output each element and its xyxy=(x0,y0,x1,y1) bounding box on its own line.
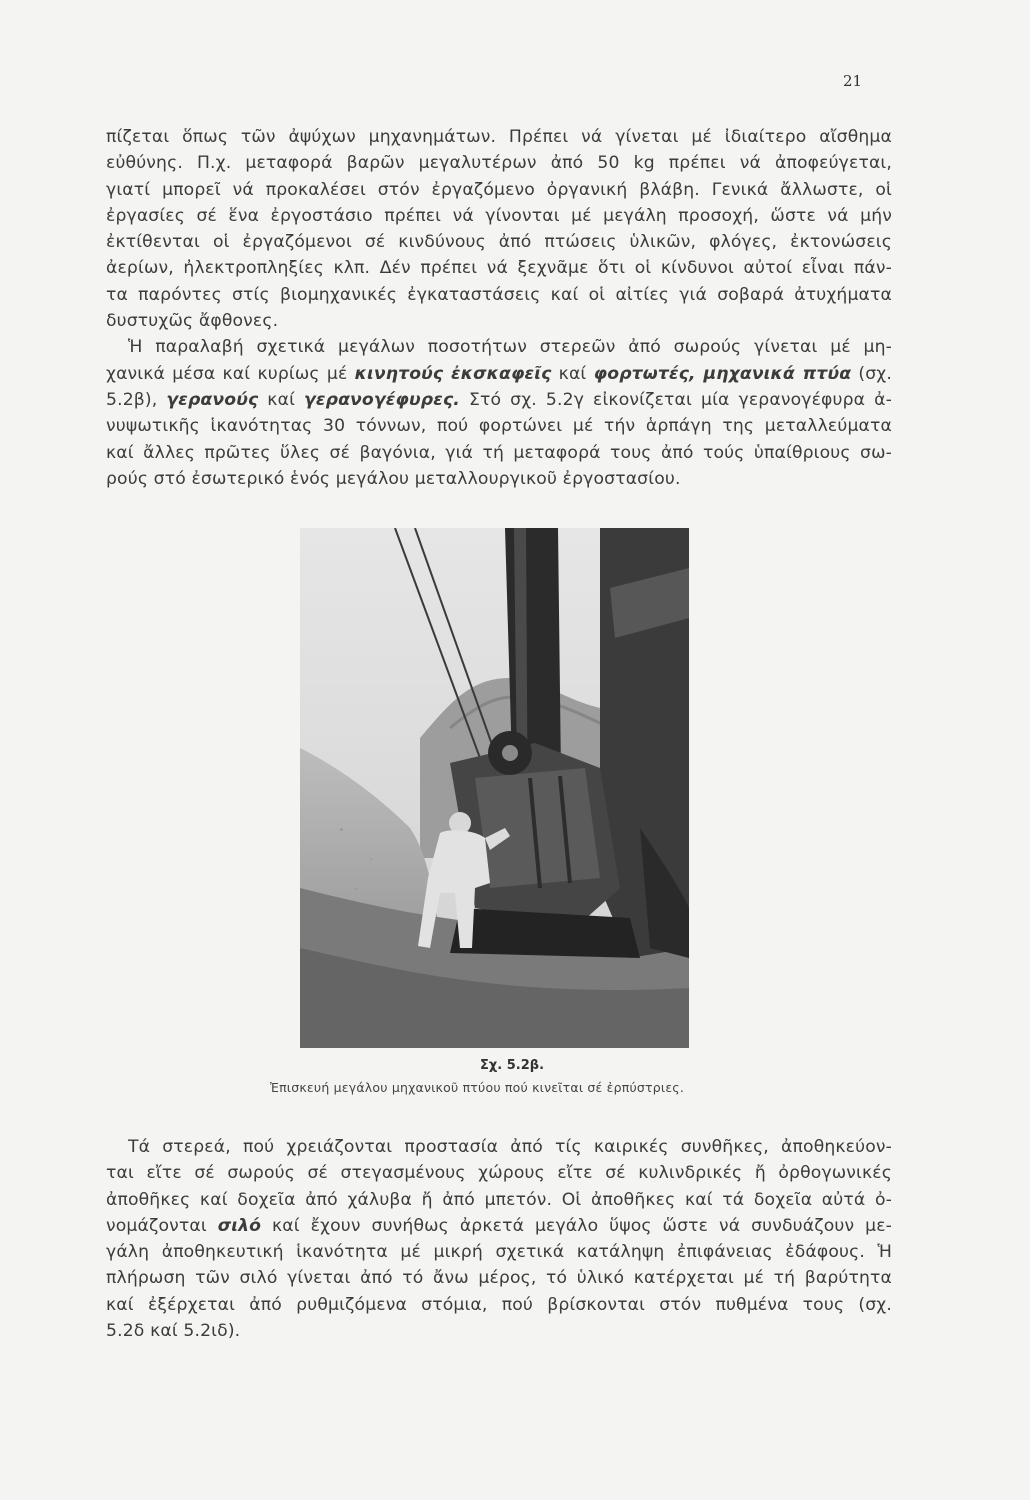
text-segment: Στό σχ. 5.2γ εἰκονίζεται μία γερανογέφυρα ἀ- xyxy=(459,389,892,410)
text-segment: 5.2β), xyxy=(106,389,167,410)
emphasized-term: κινητούς ἐκσκαφεῖς xyxy=(354,363,552,384)
text-line: πίζεται ὅπως τῶν ἀψύχων μηχανημάτων. Πρέπει νά γίνεται μέ ἰδιαίτερο αἴσθημα xyxy=(106,127,892,147)
text-line: ται εἴτε σέ σωρούς σέ στεγασμένους χώρους εἴτε σέ κυλινδρικές ἤ ὀρθογωνικές xyxy=(106,1163,892,1184)
text-line: δυστυχῶς ἄφθονες. xyxy=(106,311,279,332)
emphasized-term: γερανούς xyxy=(166,389,259,410)
excavator-photo-illustration xyxy=(300,528,689,1048)
text-line: νυψωτικῆς ἱκανότητας 30 τόννων, πού φορτώνει μέ τήν ἁρπάγη της μεταλλεύματα xyxy=(106,416,892,437)
text-line: 5.2δ καί 5.2ιδ). xyxy=(106,1321,241,1342)
text-line: πλήρωση τῶν σιλό γίνεται ἀπό τό ἄνω μέρος, τό ὑλικό κατέρχεται μέ τή βαρύτητα xyxy=(106,1268,892,1289)
text-line: εὐθύνης. Π.χ. μεταφορά βαρῶν μεγαλυτέρων ἀπό 50 kg πρέπει νά ἀποφεύγεται, xyxy=(106,153,892,174)
text-line: ρούς στό ἐσωτερικό ἑνός μεγάλου μεταλλουργικοῦ ἐργοστασίου. xyxy=(106,468,681,489)
figure-excavator-photo xyxy=(300,528,689,1048)
text-segment: καί xyxy=(551,363,594,384)
text-line: Τά στερεά, πού χρειάζονται προστασία ἀπό τίς καιρικές συνθῆκες, ἀποθηκεύον- xyxy=(128,1137,892,1157)
text-segment: χανικά μέσα καί κυρίως μέ xyxy=(106,363,355,384)
emphasized-term: φορτωτές, μηχανικά πτύα xyxy=(593,363,852,384)
emphasized-term: σιλό xyxy=(217,1215,262,1236)
text-segment: νομάζονται xyxy=(106,1215,218,1236)
paragraph-workplace-safety xyxy=(106,124,892,492)
text-line xyxy=(106,387,892,413)
text-segment: καί ἔχουν συνήθως ἀρκετά μεγάλο ὕψος ὥστε νά συνδυάζουν με- xyxy=(261,1215,892,1236)
text-line xyxy=(106,361,892,387)
text-line: ἐργασίες σέ ἕνα ἐργοστάσιο πρέπει νά γίνονται μέ μεγάλη προσοχή, ὥστε νά μήν xyxy=(106,205,892,226)
text-line xyxy=(106,1213,892,1239)
text-line: καί ἐξέρχεται ἀπό ρυθμιζόμενα στόμια, πού βρίσκονται στόν πυθμένα τους (σχ. xyxy=(106,1294,892,1315)
text-line: γάλη ἀποθηκευτική ἱκανότητα μέ μικρή σχετικά κατάληψη ἐπιφάνειας ἐδάφους. Ἡ xyxy=(106,1242,892,1263)
paragraph-silos xyxy=(106,1134,892,1344)
text-line: καί ἄλλες πρῶτες ὕλες σέ βαγόνια, γιά τή μεταφορά τους ἀπό τούς ὑπαίθριους σω- xyxy=(106,442,892,463)
emphasized-term: γερανογέφυρες. xyxy=(304,389,460,410)
page-number: 21 xyxy=(843,72,863,90)
text-line: ἐκτίθενται οἱ ἐργαζόμενοι σέ κινδύνους ἀπό πτώσεις ὑλικῶν, φλόγες, ἐκτονώσεις xyxy=(106,232,892,253)
text-segment: (σχ. xyxy=(851,363,893,384)
text-line: ἀερίων, ἠλεκτροπληξίες κλπ. Δέν πρέπει νά ξεχνᾶμε ὅτι οἱ κίνδυνοι αὐτοί εἶναι πάν- xyxy=(106,258,892,279)
text-line: γιατί μπορεῖ νά προκαλέσει στόν ἐργαζόμενο ὀργανική βλάβη. Γενικά ἄλλωστε, οἱ xyxy=(106,179,892,200)
text-line: Ἡ παραλαβή σχετικά μεγάλων ποσοτήτων στερεῶν ἀπό σωρούς γίνεται μέ μη- xyxy=(128,337,892,358)
text-segment: καί xyxy=(258,389,305,410)
text-line: τα παρόντες στίς βιομηχανικές ἐγκαταστάσεις καί οἱ αἰτίες γιά σοβαρά ἀτυχήματα xyxy=(106,284,892,305)
text-line: ἀποθῆκες καί δοχεῖα ἀπό χάλυβα ἤ ἀπό μπετόν. Οἱ ἀποθῆκες καί τά δοχεῖα αὐτά ὀ- xyxy=(106,1189,892,1210)
figure-number: Σχ. 5.2β. xyxy=(480,1058,545,1073)
figure-caption: Ἐπισκευή μεγάλου μηχανικοῦ πτύου πού κινεῖται σέ ἐρπύστριες. xyxy=(270,1080,685,1095)
